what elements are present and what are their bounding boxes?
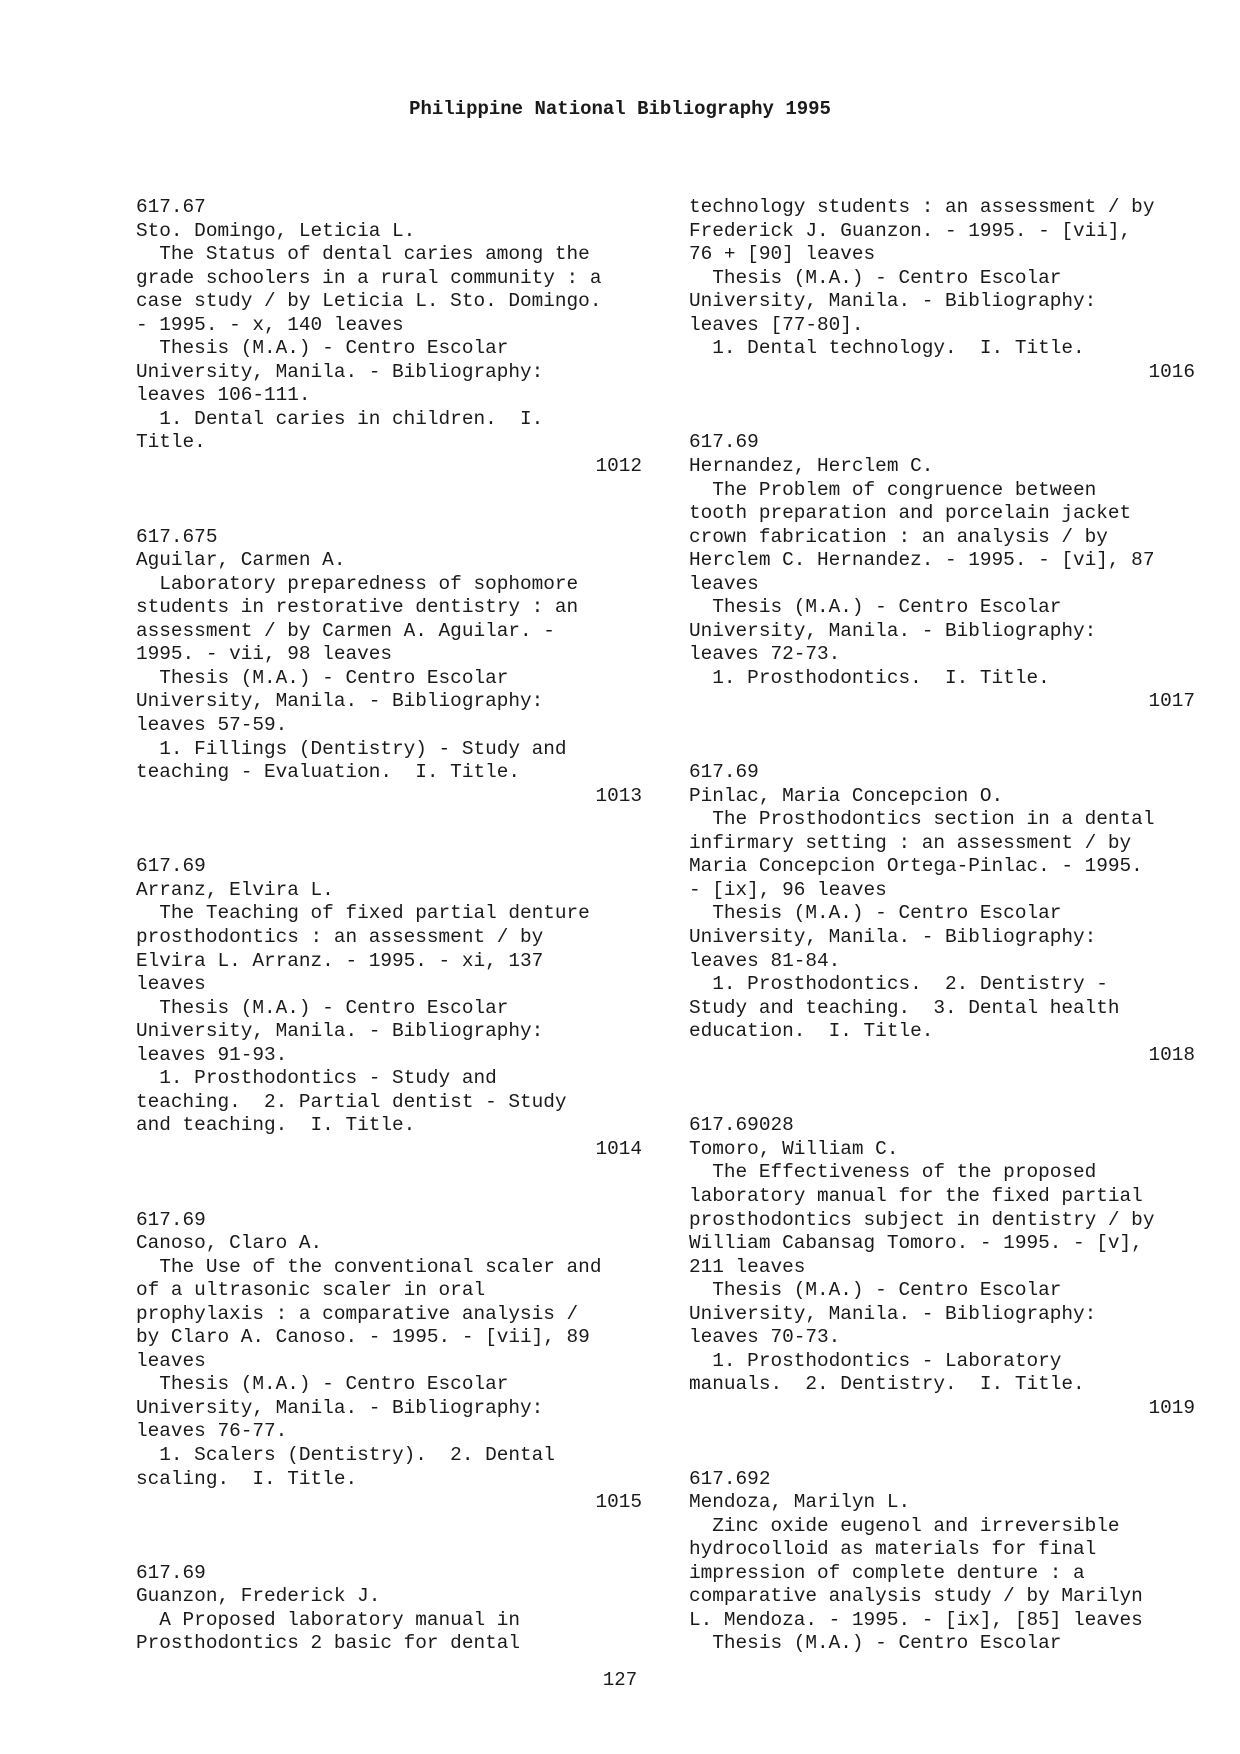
bibliography-entry <box>136 855 642 1161</box>
entry-line: Study and teaching. 3. Dental health <box>689 996 1120 1019</box>
entry-line: Zinc oxide eugenol and irreversible <box>689 1514 1120 1537</box>
entry-line: 1. Dental technology. I. Title. <box>689 337 1085 360</box>
entry-line: 1. Scalers (Dentistry). 2. Dental <box>136 1443 555 1466</box>
entry-first-line: 617.67 <box>136 196 206 218</box>
entry-line: case study / by Leticia L. Sto. Domingo. <box>136 290 602 313</box>
entry-line: Arranz, Elvira L. <box>136 878 334 901</box>
entry-line: and teaching. I. Title. <box>136 1114 416 1137</box>
entry-number: 1014 <box>595 1137 642 1160</box>
entry-line: laboratory manual for the fixed partial <box>689 1184 1143 1207</box>
entry-line: prosthodontics : an assessment / by <box>136 925 544 948</box>
entry-line: leaves 91-93. <box>136 1043 288 1066</box>
left-column <box>136 196 642 1703</box>
bibliography-entry <box>689 1468 1195 1656</box>
entry-line: Pinlac, Maria Concepcion O. <box>689 784 1004 807</box>
entry-line: 211 leaves <box>689 1255 806 1278</box>
entry-line: Title. <box>136 431 206 454</box>
entry-number: 1016 <box>1148 360 1195 383</box>
right-column <box>689 196 1195 1703</box>
entry-line: 1. Prosthodontics - Study and <box>136 1067 497 1090</box>
entry-line: Thesis (M.A.) - Centro Escolar <box>689 902 1062 925</box>
entry-line: 1. Prosthodontics. 2. Dentistry - <box>689 973 1108 996</box>
entry-first-line: 617.69 <box>136 855 206 878</box>
entry-line: leaves 76-77. <box>136 1420 288 1443</box>
entry-line: - [ix], 96 leaves <box>689 878 887 901</box>
entry-line: leaves 81-84. <box>689 949 841 972</box>
entry-line: leaves 106-111. <box>136 384 311 407</box>
entry-line: University, Manila. - Bibliography: <box>136 1020 544 1043</box>
entry-line: prosthodontics subject in dentistry / by <box>689 1208 1155 1231</box>
entry-line: The Prosthodontics section in a dental <box>689 808 1155 831</box>
entry-line: leaves <box>136 1349 206 1372</box>
entry-line: Thesis (M.A.) - Centro Escolar <box>136 1373 509 1396</box>
entry-line: hydrocolloid as materials for final <box>689 1538 1097 1561</box>
entry-line: grade schoolers in a rural community : a <box>136 266 602 289</box>
entry-line: prophylaxis : a comparative analysis / <box>136 1302 579 1325</box>
entry-line: Aguilar, Carmen A. <box>136 549 346 572</box>
entry-line: L. Mendoza. - 1995. - [ix], [85] leaves <box>689 1608 1143 1631</box>
entry-line: 1. Prosthodontics. I. Title. <box>689 666 1050 689</box>
entry-line: William Cabansag Tomoro. - 1995. - [v], <box>689 1232 1143 1255</box>
entry-first-line: 617.675 <box>136 525 218 548</box>
entry-line: 1. Dental caries in children. I. <box>136 407 544 430</box>
entry-line: 1995. - vii, 98 leaves <box>136 643 392 666</box>
entry-first-line: 617.69028 <box>689 1114 794 1137</box>
entry-first-line: 617.69 <box>689 761 759 784</box>
entry-line: students in restorative dentistry : an <box>136 596 579 619</box>
entry-first-line: 617.692 <box>689 1467 771 1490</box>
entry-number: 1019 <box>1148 1396 1195 1419</box>
entry-line: by Claro A. Canoso. - 1995. - [vii], 89 <box>136 1326 590 1349</box>
entry-line: The Status of dental caries among the <box>136 243 590 266</box>
entry-line: Tomoro, William C. <box>689 1137 899 1160</box>
entry-line: A Proposed laboratory manual in <box>136 1608 520 1631</box>
entry-line: teaching - Evaluation. I. Title. <box>136 761 520 784</box>
entry-line: University, Manila. - Bibliography: <box>689 1302 1097 1325</box>
entry-line: assessment / by Carmen A. Aguilar. - <box>136 619 555 642</box>
entry-number: 1017 <box>1148 690 1195 713</box>
entry-number: 1012 <box>595 455 642 478</box>
entry-first-line: technology students : an assessment / by <box>689 196 1155 218</box>
bibliography-entry <box>689 761 1195 1067</box>
entry-line: comparative analysis study / by Marilyn <box>689 1585 1143 1608</box>
entry-line: University, Manila. - Bibliography: <box>136 360 544 383</box>
entry-line: The Teaching of fixed partial denture <box>136 902 590 925</box>
entry-line: scaling. I. Title. <box>136 1467 358 1490</box>
bibliography-entry <box>136 1562 642 1656</box>
entry-line: Thesis (M.A.) - Centro Escolar <box>689 596 1062 619</box>
entry-line: Maria Concepcion Ortega-Pinlac. - 1995. <box>689 855 1143 878</box>
entry-line: Guanzon, Frederick J. <box>136 1585 381 1608</box>
entry-line: The Effectiveness of the proposed <box>689 1161 1097 1184</box>
bibliography-entry <box>689 196 1195 384</box>
entry-line: - 1995. - x, 140 leaves <box>136 313 404 336</box>
entry-line: leaves 57-59. <box>136 714 288 737</box>
bibliography-entry <box>136 1209 642 1515</box>
entry-line: Prosthodontics 2 basic for dental <box>136 1632 520 1655</box>
entry-line: Thesis (M.A.) - Centro Escolar <box>136 337 509 360</box>
entry-line: teaching. 2. Partial dentist - Study <box>136 1090 567 1113</box>
entry-line: education. I. Title. <box>689 1020 934 1043</box>
entry-line: leaves [77-80]. <box>689 313 864 336</box>
entry-line: Elvira L. Arranz. - 1995. - xi, 137 <box>136 949 544 972</box>
entry-line: of a ultrasonic scaler in oral <box>136 1279 486 1302</box>
bibliography-entry <box>689 1114 1195 1420</box>
entry-line: Mendoza, Marilyn L. <box>689 1491 911 1514</box>
entry-line: tooth preparation and porcelain jacket <box>689 502 1132 525</box>
bibliography-entry <box>136 196 642 479</box>
entry-line: Frederick J. Guanzon. - 1995. - [vii], <box>689 219 1132 242</box>
entry-line: University, Manila. - Bibliography: <box>136 1396 544 1419</box>
entry-line: Sto. Domingo, Leticia L. <box>136 219 416 242</box>
entry-first-line: 617.69 <box>136 1561 206 1584</box>
entry-line: Thesis (M.A.) - Centro Escolar <box>689 1279 1062 1302</box>
entry-line: University, Manila. - Bibliography: <box>136 690 544 713</box>
entry-line: leaves <box>136 973 206 996</box>
entry-line: The Problem of congruence between <box>689 478 1097 501</box>
entry-line: 1. Fillings (Dentistry) - Study and <box>136 737 567 760</box>
entry-line: crown fabrication : an analysis / by <box>689 525 1108 548</box>
entry-line: 76 + [90] leaves <box>689 243 876 266</box>
entry-line: manuals. 2. Dentistry. I. Title. <box>689 1373 1085 1396</box>
entry-number: 1013 <box>595 784 642 807</box>
entry-line: Laboratory preparedness of sophomore <box>136 572 579 595</box>
entry-first-line: 617.69 <box>136 1208 206 1231</box>
entry-line: 1. Prosthodontics - Laboratory <box>689 1349 1062 1372</box>
page-number: 127 <box>602 1669 638 1691</box>
entry-number: 1018 <box>1148 1043 1195 1066</box>
entry-line: University, Manila. - Bibliography: <box>689 925 1097 948</box>
entry-line: leaves <box>689 572 759 595</box>
entry-line: Thesis (M.A.) - Centro Escolar <box>689 1632 1062 1655</box>
entry-line: leaves 70-73. <box>689 1326 841 1349</box>
entry-line: Hernandez, Herclem C. <box>689 455 934 478</box>
entry-first-line: 617.69 <box>689 431 759 454</box>
entry-line: University, Manila. - Bibliography: <box>689 290 1097 313</box>
entry-line: Canoso, Claro A. <box>136 1232 323 1255</box>
entry-line: Thesis (M.A.) - Centro Escolar <box>136 666 509 689</box>
entry-line: Thesis (M.A.) - Centro Escolar <box>136 996 509 1019</box>
entry-line: Herclem C. Hernandez. - 1995. - [vi], 87 <box>689 549 1155 572</box>
entry-line: leaves 72-73. <box>689 643 841 666</box>
page-header-title: Philippine National Bibliography 1995 <box>409 98 831 120</box>
bibliography-entry <box>136 526 642 809</box>
entry-line: The Use of the conventional scaler and <box>136 1255 602 1278</box>
bibliography-entry <box>689 431 1195 714</box>
entry-line: Thesis (M.A.) - Centro Escolar <box>689 266 1062 289</box>
entry-line: impression of complete denture : a <box>689 1561 1085 1584</box>
entry-number: 1015 <box>595 1491 642 1514</box>
entry-line: University, Manila. - Bibliography: <box>689 619 1097 642</box>
entry-line: infirmary setting : an assessment / by <box>689 831 1132 854</box>
